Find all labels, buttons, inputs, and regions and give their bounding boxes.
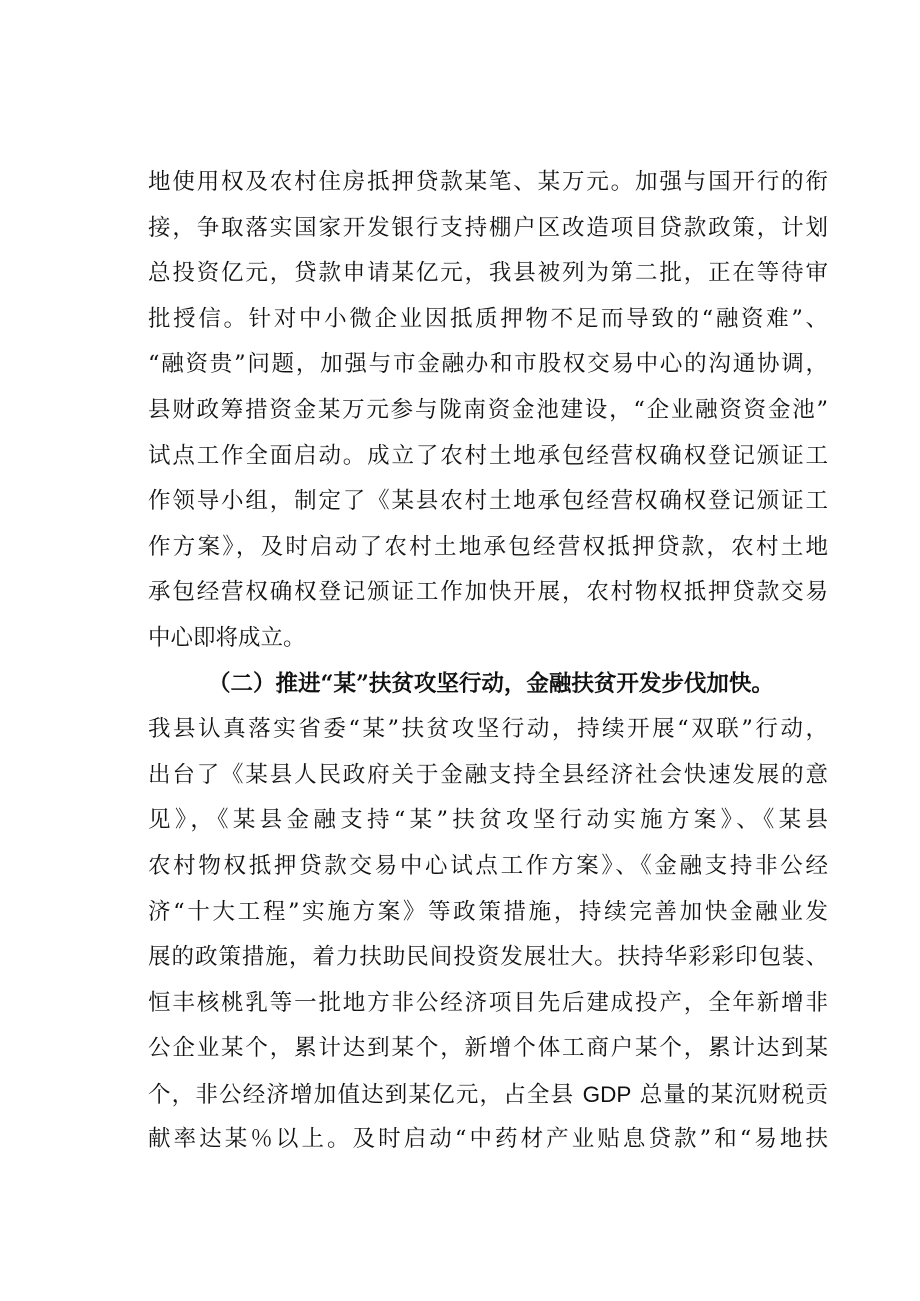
paragraph-line: 献率达某％以上。及时启动“中药材产业贴息贷款”和“易地扶 [148,1126,828,1153]
paragraph-line: 承包经营权确权登记颁证工作加快开展，农村物权抵押贷款交易 [148,579,828,606]
gdp-term: GDP [582,1081,632,1107]
paragraph-line: 恒丰核桃乳等一批地方非公经济项目先后建成投产，全年新增非 [148,989,828,1016]
paragraph-line: 中心即将成立。 [148,624,306,651]
paragraph-line: 公企业某个，累计达到某个，新增个体工商户某个，累计达到某 [148,1035,828,1062]
gdp-line-before: 个，非公经济增加值达到某亿元，占全县 [148,1081,575,1108]
paragraph-line: 作领导小组，制定了《某县农村土地承包经营权确权登记颁证工 [148,488,828,515]
paragraph-1 [148,160,828,662]
paragraph-line: 见》，《某县金融支持“某”扶贫攻坚行动实施方案》、《某县 [148,807,828,834]
section-heading: （二）推进“某”扶贫攻坚行动，金融扶贫开发步伐加快。 [208,670,774,697]
paragraph-line: 试点工作全面启动。成立了农村土地承包经营权确权登记颁证工 [148,442,828,469]
paragraph-line: 地使用权及农村住房抵押贷款某笔、某万元。加强与国开行的衔 [148,169,828,195]
gdp-line-after: 总量的某沉财税贡 [639,1081,828,1108]
section-2 [148,662,828,1164]
paragraph-line: 济“十大工程”实施方案》等政策措施，持续完善加快金融业发 [148,898,828,925]
paragraph-line: 我县认真落实省委“某”扶贫攻坚行动，持续开展“双联”行动， [148,716,828,743]
document-body [148,160,828,1163]
paragraph-line: 作方案》，及时启动了农村土地承包经营权抵押贷款，农村土地 [148,533,828,560]
paragraph-line: “融资贵”问题，加强与市金融办和市股权交易中心的沟通协调， [148,351,828,378]
paragraph-line: 接，争取落实国家开发银行支持棚户区改造项目贷款政策，计划 [148,214,828,241]
paragraph-line-gdp [148,1072,828,1118]
paragraph-line: 出台了《某县人民政府关于金融支持全县经济社会快速发展的意 [148,761,828,788]
paragraph-line: 批授信。针对中小微企业因抵质押物不足而导致的“融资难”、 [148,305,828,332]
paragraph-line: 农村物权抵押贷款交易中心试点工作方案》、《金融支持非公经 [148,852,828,879]
paragraph-line: 县财政筹措资金某万元参与陇南资金池建设，“企业融资资金池” [148,396,828,423]
paragraph-line: 总投资亿元，贷款申请某亿元，我县被列为第二批，正在等待审 [148,260,828,287]
paragraph-line: 展的政策措施，着力扶助民间投资发展壮大。扶持华彩彩印包装、 [148,944,828,971]
